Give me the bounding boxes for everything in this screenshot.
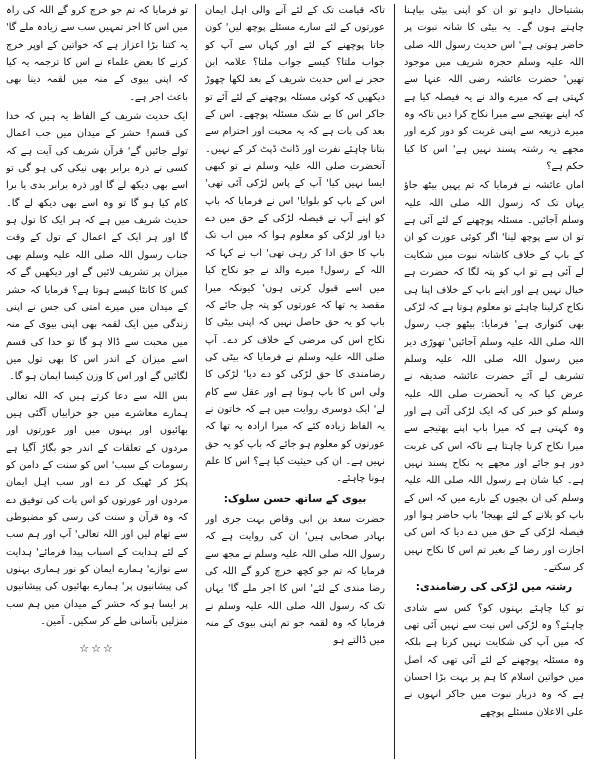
section-heading: بیوی کے ساتھ حسن سلوک: <box>223 492 367 505</box>
paragraph: بس اللہ سے دعا کرتے ہیں کہ اللہ تعالی ہمارے معاشرے میں جو خرابیاں آگئی ہیں بھائیوں اور بہنوں میں اور عورتوں اور مردوں کے تعلقات کے اندر جو بگاڑ آگیا ہے رسومات کے سبب' اس کو سنت کے دامن کو پکڑ کر ٹھیک کر دے اور سب اہل ایمان مردوں اور عورتوں کو اس بات کی توفیق دے کہ وہ قرآن و سنت کی رسی کو مضبوطی سے تھام لیں اور اللہ تعالی' آپ اور ہم سب کے لئے ہدایت کے اسباب پیدا فرمائے' ہدایت سے نوازے' ہمارے ایمان کو نور ہماری بہنوں کی پیشانیوں پر' ہمارے بھائیوں کی پیشانیوں پر ایسا ہو کہ حشر کے میدان میں ہم سب منزلیں بآسانی طے کر سکیں۔ آمین۔ <box>6 390 188 628</box>
paragraph: تاکہ قیامت تک کے لئے آنے والی اہل ایمان عورتوں کے لئے سارے مسئلے پوچھ لیں' کون جاتا پوچھنے کے لئے اور کہاں سے آپ کو جواب ملتا؟ کیسے جواب ملتا؟ علامہ ابن حجر نے اس حدیث شریف کے بعد لکھا چھوڑ دیکھیں کہ کوئی مسئلہ پوچھنے کے لئے آئے تو جاکر اس کا بے شک مسئلہ پوچھے۔ اس کے بعد کی بات ہے کہ یہ محبت اور احترام سے بتانا چاہئے نفرت اور ڈانٹ ڈپٹ کر کے نہیں۔ آنحضرت صلی اللہ علیہ وسلم نے تو کبھی ایسا نہیں کیا' آپ کے پاس لڑکی آئی تھی' اس کے باپ کو بلوایا' اس نے فرمایا کہ باپ کو اپنے آپ نے فیصلہ لڑکی کے حق میں دے دیا اور لڑکی کو معلوم ہوا کہ میں اب تک باپ کا حق ادا کر رہی تھی' اب نے کہا کہ اللہ کے رسول! میرے والد نے جو نکاح کیا میں اسے قبول کرتی ہوں' کیونکہ میرا مقصد یہ تھا کہ عورتوں کو پتہ چل جائے کہ باپ کو یہ حق حاصل نہیں کہ اپنی بیٹی کا نکاح اس کی مرضی کے خلاف کر دے۔ آپ صلی اللہ علیہ وسلم نے فرمایا کہ بیٹی کی رضامندی کا حق لڑکی کو دے دیا' لڑکی کا ولی اس کا باپ ہوتا ہے اور عقل سے کام لے' ایک دوسری روایت میں ہے کہ خاتون نے یہ الفاظ زیادہ کئے کہ میرا ارادہ یہ تھا کہ عورتوں کو معلوم ہو جائے کہ باپ کو یہ حق نہیں ہے۔ ان کی حیثیت کیا ہے؟ اس کا علم ہونا چاہئے۔ <box>205 5 385 485</box>
column-right <box>404 2 584 761</box>
section-heading: رشتہ میں لڑکی کی رضامندی: <box>415 581 573 594</box>
end-stars: ☆☆☆ <box>79 642 115 656</box>
column-middle <box>205 2 385 761</box>
paragraph: بشتیاحال داہو تو ان کو اپنی بیٹی بیاہنا چاہتے ہوں گے۔ یہ بیٹی کا شانہ نبوت پر حاضر ہوتی ہے' اس حدیث رسول اللہ صلی اللہ علیہ وسلم حجرہ شریف میں موجود تھیں' حضرت عائشہ رضی اللہ عنہا سے کہتی ہے کہ میرے والد نے یہ فیصلہ کیا ہے کہ اپنے بھتیجے سے میرا نکاح کرا دیں تاکہ وہ میرے ذریعہ سے اپنی غربت کو دور کرے اور مجھے یہ رشتہ پسند نہیں ہے' اس کا کیا حکم ہے؟ <box>404 5 584 173</box>
column-divider <box>394 4 395 759</box>
column-divider <box>195 4 196 759</box>
paragraph: اماں عائشہ نے فرمایا کہ تم یہیں بیٹھ جاؤ یہاں تک کہ رسول اللہ صلی اللہ علیہ وسلم آجائیں۔ مسئلہ پوچھنے کے لئے آئی ہے تو ان سے پوچھ لینا' اگر کوئی عورت کو ان کے باپ کے خلاف کاشانہ نبوت میں شکایت لے آئی ہے تو اپ کو پتہ لگا کہ حضرت ہے خیال نہیں ہے اور اپنے باپ کے خلاف اپنا ہی نکاح کرلینا چاہئے تو معلوم ہوتا ہے کہ لڑکی بھی کنواری ہے' فرمایا: بیٹھو جب رسول اللہ صلی اللہ علیہ وسلم آجائیں' تھوڑی دیر میں رسول اللہ صلی اللہ علیہ وسلم تشریف لے آئے حضرت عائشہ صدیقہ نے عرض کیا کہ یہ آنحضرت صلی اللہ علیہ وسلم کو خبر کی کہ ایک لڑکی آئی ہے اور وہ کہتی ہے کہ میرا باپ اپنے بھتیجے سے میرا نکاح کرنا چاہتا ہے تاکہ اس کی غربت دور ہو جائے اور مجھے یہ نکاح پسند نہیں ہے۔ کیا شان ہے رسول اللہ صلی اللہ علیہ وسلم کی ان بچیوں کے بارے میں کہ اس کے باپ کو بلانے کے لئے بھیجا' باپ حاضر ہوا اور فیصلہ لڑکی کے حق میں دے دیا کہ اس کی اجازت اور رضا کے بغیر تم اس کا نکاح نہیں کر سکتے۔ <box>404 180 584 573</box>
column-left <box>6 2 188 761</box>
paragraph: حضرت سعد بن ابی وقاص بہت جری اور بہادر صحابی ہیں' ان کی روایت ہے کہ رسول اللہ صلی اللہ علیہ وسلم نے مجھ سے فرمایا کہ تم جو کچھ خرچ کرو گے اللہ کی رضا مندی کے لئے' اس کا اجر ملے گا' یہاں تک کہ رسول اللہ صلی اللہ علیہ وسلم نے فرمایا کہ وہ لقمہ جو تم اپنی بیوی کے منہ میں ڈالتے ہو <box>205 513 385 647</box>
paragraph: تو کیا چاہئے بہنوں کو؟ کس سے شادی چاہئے؟ وہ لڑکی اس نیت سے نہیں آئی تھی کہ میں آپ کی شکایت نہیں کرنا ہے بلکہ وہ مسئلہ پوچھنے کے لئے آئی تھی کہ اصل میں خواتین اسلام کا ہم پر بہت بڑا احسان ہے کہ وہ دربار نبوت میں جاکر انہوں نے علی الاعلان مسئلے پوچھے <box>404 602 584 718</box>
paragraph: ایک حدیث شریف کے الفاظ یہ ہیں کہ خدا کی قسم! حشر کے میدان میں جب اعمال تولے جائیں گے' قرآن شریف کی آیت ہے کہ کسی نے ذرہ برابر بھی نیکی کی ہو گی تو اسے بھی دیکھ لے گا اور ذرہ برابر بدی یا برا کام کیا ہو گا تو وہ اسے بھی دیکھ لے گا۔ حدیث شریف میں ہے کہ ہر ایک کا تول ہو گا اور ہر ایک کے اعمال کے تول کے وقت جناب رسول اللہ صلی اللہ علیہ وسلم بھی میزان پر تشریف لائیں گے اور دیکھیں گے کہ کس کا کانٹا کیسے ہوتا ہے؟ فرمایا کہ حشر کے میدان میں میرے امتی کی جس نے اپنی زندگی میں ایک لقمہ بھی اپنی بیوی کے منہ میں محبت سے ڈالا ہو گا تو خدا کی قسم اسے میزان کے اندر اس کا بھی تول میں لگائیں گے اور اس کا وزن کیسا ایمان ہو گا۔ <box>6 111 188 383</box>
paragraph: تو فرمایا کہ تم جو خرچ کرو گے اللہ کی راہ میں اس کا اجر تمہیں سب سے زیادہ ملے گا' یہ کتنا بڑا اعزاز ہے کہ خواتین کے اوپر خرچ کرنے کا بعض علماء نے اس کا ترجمہ یہ کیا کہ اپنی بیوی کے منہ میں لقمہ دینا بھی باعث اجر ہے۔ <box>6 5 188 103</box>
